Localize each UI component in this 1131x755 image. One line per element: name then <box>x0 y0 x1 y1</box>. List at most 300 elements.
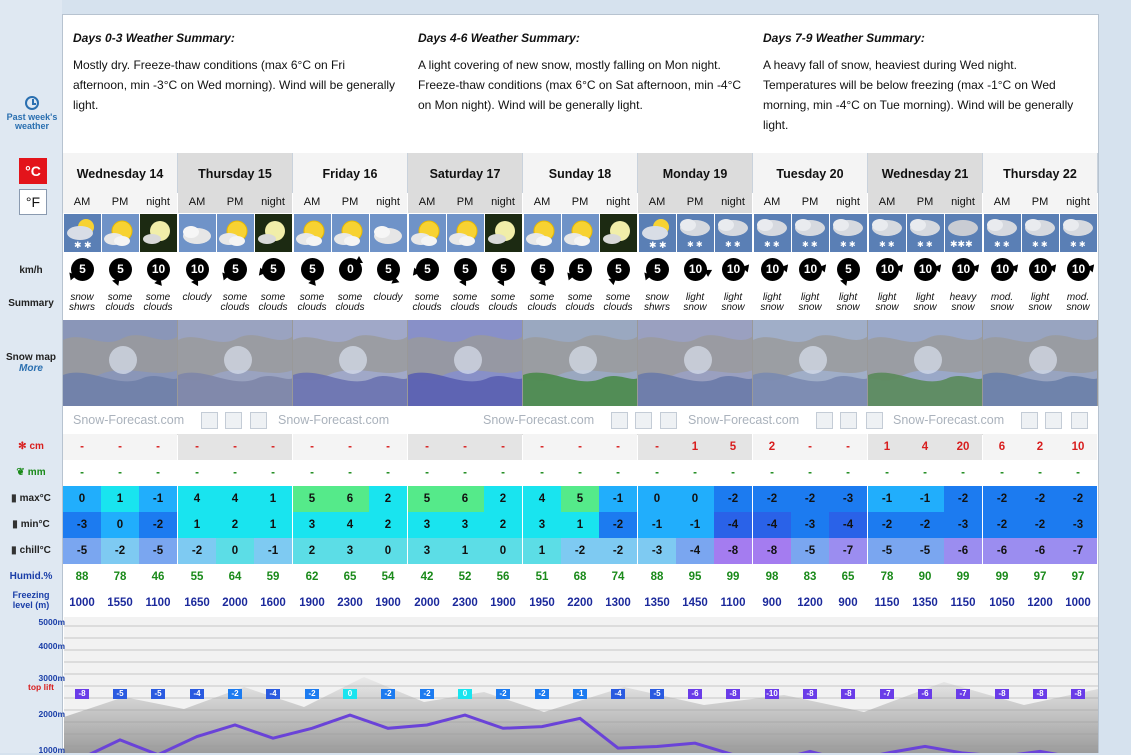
summary-cell: some clouds <box>412 292 442 313</box>
row-label-text: mm <box>27 467 46 478</box>
summary-cell: light snow <box>875 292 899 313</box>
data-cell: 65 <box>343 571 357 583</box>
snowflake-icon[interactable] <box>250 412 267 429</box>
y-axis-label: 1000m <box>38 745 65 755</box>
data-cell: - <box>961 467 965 479</box>
data-cell: -5 <box>791 538 829 564</box>
row-label-text: chill°C <box>19 545 51 556</box>
wind-arrow-icon <box>67 272 77 281</box>
data-cell: 1900 <box>299 597 325 609</box>
top-lift-temp: -4 <box>611 689 625 699</box>
wind-unit-label: km/h <box>19 265 43 276</box>
top-lift-temp: -5 <box>113 689 127 699</box>
data-cell: 78 <box>113 571 127 583</box>
data-cell: -1 <box>676 512 714 538</box>
raindrop-icon: ❦ <box>16 467 25 478</box>
wind-speed: 10 <box>799 258 822 281</box>
data-cell: 1200 <box>797 597 823 609</box>
data-cell: 1900 <box>375 597 401 609</box>
data-cell: 55 <box>190 571 204 583</box>
summary-cell: cloudy <box>182 292 212 303</box>
data-cell: - <box>770 467 774 479</box>
data-cell: -2 <box>561 538 599 564</box>
top-lift-temp: -2 <box>496 689 510 699</box>
sun-cloud-icon <box>294 214 331 252</box>
data-cell: 6 <box>446 486 484 512</box>
map-arrow-icon[interactable] <box>611 412 628 429</box>
summary-heading: Days 4-6 Weather Summary: <box>418 31 580 45</box>
wind-speed: 5 <box>301 258 324 281</box>
data-cell: 3 <box>293 512 331 538</box>
wind-indicator <box>178 254 216 286</box>
data-cell: - <box>791 434 829 460</box>
wind-speed: 10 <box>991 258 1014 281</box>
period-label: AM <box>638 193 676 213</box>
wind-arrow-icon <box>565 272 575 281</box>
summary-cell: light snow <box>683 292 707 313</box>
data-cell: -2 <box>599 512 637 538</box>
data-cell: -5 <box>139 538 177 564</box>
wind-speed: 5 <box>454 258 477 281</box>
period-label: AM <box>523 193 561 213</box>
moon-cloud-icon <box>600 214 637 252</box>
data-cell: 0 <box>369 538 407 564</box>
data-cell: - <box>616 467 620 479</box>
data-cell: -3 <box>944 512 982 538</box>
data-cell: 10 <box>1059 434 1097 460</box>
data-row-freeze <box>0 590 1131 616</box>
data-cell: 0 <box>216 538 254 564</box>
wind-speed: 5 <box>646 258 669 281</box>
summary-cell: some clouds <box>335 292 365 313</box>
summary-cell: some clouds <box>565 292 595 313</box>
data-cell: 900 <box>762 597 782 609</box>
svg-text:✱ ✱: ✱ ✱ <box>648 240 667 250</box>
data-cell: -5 <box>63 538 101 564</box>
snow-map-image[interactable] <box>178 320 293 406</box>
period-label: PM <box>561 193 599 213</box>
sun-cloud-icon <box>217 214 254 252</box>
data-cell: 2 <box>369 512 407 538</box>
day-header: Wednesday 14 <box>63 153 178 193</box>
wind-speed: 5 <box>71 258 94 281</box>
sun-cloud-icon <box>332 214 369 252</box>
data-cell: -3 <box>829 486 867 512</box>
wind-indicator <box>868 254 906 286</box>
data-cell: -4 <box>714 512 752 538</box>
wind-indicator <box>753 254 791 286</box>
top-lift-temp: -4 <box>266 689 280 699</box>
data-cell: 1550 <box>107 597 133 609</box>
data-cell: -2 <box>791 486 829 512</box>
snow-cloud-icon <box>1060 214 1097 252</box>
summary-text: A heavy fall of snow, heaviest during Wed night. Temperatures will be below freezing (max -1°C on Wed morning, min -4°C on Tue morning). Wind will be generally light. <box>763 58 1074 132</box>
data-cell: 4 <box>331 512 369 538</box>
brand-label: Snow-Forecast.com <box>483 413 595 427</box>
clock-icon <box>25 96 39 110</box>
more-maps-link[interactable]: More <box>19 363 43 374</box>
map-arrow-icon[interactable] <box>225 412 242 429</box>
map-arrow-icon[interactable] <box>635 412 652 429</box>
wind-speed: 5 <box>607 258 630 281</box>
data-cell: - <box>578 467 582 479</box>
snow-map-image[interactable] <box>983 320 1098 406</box>
data-cell: -2 <box>906 512 944 538</box>
row-label-text: cm <box>29 441 44 452</box>
period-label: night <box>1059 193 1097 213</box>
data-cell: 6 <box>331 486 369 512</box>
day-header: Friday 16 <box>293 153 408 193</box>
top-lift-temp: -6 <box>688 689 702 699</box>
data-row-snow <box>0 434 1131 460</box>
data-cell: 2 <box>484 512 522 538</box>
data-cell: -3 <box>1059 512 1097 538</box>
period-label: PM <box>791 193 829 213</box>
data-cell: - <box>1000 467 1004 479</box>
data-cell: 1100 <box>145 597 171 609</box>
top-lift-temp: -5 <box>650 689 664 699</box>
summary-cell: some clouds <box>220 292 250 313</box>
wind-speed: 10 <box>1029 258 1052 281</box>
brand-label: Snow-Forecast.com <box>893 413 1005 427</box>
data-cell: -2 <box>983 512 1021 538</box>
data-cell: 1150 <box>874 597 900 609</box>
data-cell: 78 <box>880 571 894 583</box>
sun-cloud-icon <box>562 214 599 252</box>
fahrenheit-button[interactable]: °F <box>19 189 47 215</box>
snow-shower-icon <box>639 214 676 252</box>
data-cell: - <box>369 434 407 460</box>
summary-cell: some clouds <box>105 292 135 313</box>
data-cell: 3 <box>331 538 369 564</box>
data-cell: 900 <box>838 597 858 609</box>
data-cell: - <box>885 467 889 479</box>
moon-cloud-icon <box>485 214 522 252</box>
data-cell: 2 <box>216 512 254 538</box>
data-cell: 2 <box>293 538 331 564</box>
snow-map-image[interactable] <box>638 320 753 406</box>
top-lift-temp: -1 <box>573 689 587 699</box>
y-axis-label: 5000m <box>38 617 65 627</box>
data-cell: 3 <box>446 512 484 538</box>
period-label: PM <box>906 193 944 213</box>
wind-arrow-icon <box>608 278 617 286</box>
snowflake-icon[interactable] <box>660 412 677 429</box>
row-label-text: Humid.% <box>9 571 53 582</box>
data-cell: 1450 <box>682 597 708 609</box>
wind-indicator <box>369 254 407 286</box>
wind-indicator <box>63 254 101 286</box>
data-cell: 59 <box>266 571 280 583</box>
top-lift-temp: -8 <box>841 689 855 699</box>
data-cell: 64 <box>228 571 242 583</box>
moon-cloud-icon <box>140 214 177 252</box>
svg-text:✱ ✱: ✱ ✱ <box>839 240 856 249</box>
snow-cloud-icon <box>792 214 829 252</box>
top-lift-temp: 0 <box>343 689 357 699</box>
data-cell: 5 <box>408 486 446 512</box>
data-cell: -1 <box>599 486 637 512</box>
data-cell: -8 <box>753 538 791 564</box>
data-cell: 65 <box>841 571 855 583</box>
wind-speed: 10 <box>147 258 170 281</box>
map-arrow-icon[interactable] <box>1021 412 1038 429</box>
map-arrow-icon[interactable] <box>201 412 218 429</box>
map-arrow-icon[interactable] <box>1045 412 1062 429</box>
wind-speed: 10 <box>1067 258 1090 281</box>
wind-speed: 10 <box>952 258 975 281</box>
data-cell: 1 <box>178 512 216 538</box>
data-cell: 5 <box>714 434 752 460</box>
top-lift-temp: -8 <box>1071 689 1085 699</box>
data-cell: 52 <box>458 571 472 583</box>
data-cell: 99 <box>995 571 1009 583</box>
data-cell: - <box>446 434 484 460</box>
period-label: AM <box>293 193 331 213</box>
summary-row-label: Summary <box>8 298 54 309</box>
data-cell: 2000 <box>222 597 248 609</box>
snow-shower-icon <box>64 214 101 252</box>
snowflake-icon: ✻ <box>18 441 27 452</box>
period-label: PM <box>101 193 139 213</box>
snowflake-icon[interactable] <box>1071 412 1088 429</box>
wind-indicator <box>293 254 331 286</box>
wind-speed: 10 <box>186 258 209 281</box>
snow-cloud-icon <box>677 214 714 252</box>
summary-cell: light snow <box>913 292 937 313</box>
data-cell: - <box>846 467 850 479</box>
summary-cell: some clouds <box>603 292 633 313</box>
period-label: PM <box>1021 193 1059 213</box>
map-arrow-icon[interactable] <box>840 412 857 429</box>
period-label: PM <box>676 193 714 213</box>
data-row-chill <box>0 538 1131 564</box>
svg-text:✱ ✱: ✱ ✱ <box>801 240 818 249</box>
data-cell: - <box>484 434 522 460</box>
wind-indicator <box>1059 254 1097 286</box>
data-cell: 3 <box>523 512 561 538</box>
data-cell: 1300 <box>605 597 631 609</box>
summary-cell: light snow <box>798 292 822 313</box>
snow-map-image[interactable] <box>753 320 868 406</box>
data-cell: 1650 <box>184 597 210 609</box>
data-cell: - <box>1038 467 1042 479</box>
data-cell: -5 <box>906 538 944 564</box>
data-cell: -2 <box>1021 486 1059 512</box>
snow-cloud-icon <box>907 214 944 252</box>
top-lift-temp: 0 <box>458 689 472 699</box>
wind-speed: 5 <box>492 258 515 281</box>
snow-cloud-icon <box>754 214 791 252</box>
data-cell: - <box>118 467 122 479</box>
summary-cell: some clouds <box>258 292 288 313</box>
wind-indicator <box>906 254 944 286</box>
data-cell: - <box>599 434 637 460</box>
day-header: Sunday 18 <box>523 153 638 193</box>
data-cell: -3 <box>791 512 829 538</box>
period-label: AM <box>753 193 791 213</box>
data-cell: 1000 <box>1065 597 1091 609</box>
summary-cell: mod. snow <box>1066 292 1090 313</box>
snow-map-image[interactable] <box>408 320 523 406</box>
map-arrow-icon[interactable] <box>816 412 833 429</box>
snow-map-image[interactable] <box>523 320 638 406</box>
data-cell: 4 <box>216 486 254 512</box>
data-cell: 74 <box>611 571 625 583</box>
data-cell: 99 <box>956 571 970 583</box>
data-cell: -2 <box>101 538 139 564</box>
data-cell: 0 <box>101 512 139 538</box>
thermometer-icon: ▮ <box>12 519 18 530</box>
data-cell: -7 <box>829 538 867 564</box>
data-cell: -1 <box>254 538 292 564</box>
data-cell: 1 <box>561 512 599 538</box>
data-cell: 62 <box>305 571 319 583</box>
data-cell: 3 <box>408 538 446 564</box>
data-cell: -1 <box>638 512 676 538</box>
data-cell: 68 <box>573 571 587 583</box>
data-cell: - <box>463 467 467 479</box>
period-label: night <box>944 193 982 213</box>
wind-speed: 10 <box>722 258 745 281</box>
data-cell: 88 <box>75 571 89 583</box>
data-cell: - <box>638 434 676 460</box>
period-label: AM <box>408 193 446 213</box>
svg-text:✱ ✱: ✱ ✱ <box>763 240 780 249</box>
data-cell: 90 <box>918 571 932 583</box>
top-lift-temp: -2 <box>228 689 242 699</box>
data-cell: -2 <box>983 486 1021 512</box>
svg-text:✱✱✱: ✱✱✱ <box>949 239 973 249</box>
wind-indicator <box>1021 254 1059 286</box>
data-cell: - <box>195 467 199 479</box>
data-row-max <box>0 486 1131 512</box>
data-cell: - <box>101 434 139 460</box>
data-cell: -3 <box>638 538 676 564</box>
data-cell: 56 <box>496 571 510 583</box>
row-label-text: min°C <box>20 519 50 530</box>
top-lift-temp: -8 <box>726 689 740 699</box>
data-cell: 1 <box>101 486 139 512</box>
wind-speed: 10 <box>761 258 784 281</box>
top-lift-temp: -8 <box>803 689 817 699</box>
data-cell: - <box>540 467 544 479</box>
wind-indicator <box>599 254 637 286</box>
past-weather-link[interactable]: Past week's weather <box>4 96 60 131</box>
y-axis-label: 3000m <box>38 673 65 683</box>
brand-label: Snow-Forecast.com <box>73 413 185 427</box>
wind-indicator <box>561 254 599 286</box>
data-cell: 88 <box>650 571 664 583</box>
day-header: Tuesday 20 <box>753 153 868 193</box>
wind-indicator <box>829 254 867 286</box>
data-cell: 51 <box>535 571 549 583</box>
summary-cell: some clouds <box>143 292 173 313</box>
summary-cell: light snow <box>836 292 860 313</box>
celsius-button[interactable]: °C <box>19 158 47 184</box>
data-cell: - <box>693 467 697 479</box>
data-row-min <box>0 512 1131 538</box>
day-header: Saturday 17 <box>408 153 523 193</box>
summary-cell: some clouds <box>527 292 557 313</box>
wind-indicator <box>216 254 254 286</box>
summary-days-0-3 <box>63 14 407 153</box>
data-cell: 1900 <box>490 597 516 609</box>
sun-cloud-icon <box>447 214 484 252</box>
thermometer-icon: ▮ <box>11 493 17 504</box>
day-header: Thursday 15 <box>178 153 293 193</box>
data-cell: - <box>233 467 237 479</box>
data-cell: - <box>1076 467 1080 479</box>
wind-indicator <box>331 254 369 286</box>
row-label-text: max°C <box>19 493 51 504</box>
data-cell: - <box>561 434 599 460</box>
summary-cell: heavy snow <box>949 292 977 313</box>
period-label: PM <box>331 193 369 213</box>
data-cell: 4 <box>906 434 944 460</box>
data-cell: -2 <box>1059 486 1097 512</box>
period-label: AM <box>63 193 101 213</box>
snow-map-image[interactable] <box>868 320 983 406</box>
day-header: Monday 19 <box>638 153 753 193</box>
data-cell: -2 <box>714 486 752 512</box>
wind-arrow-icon <box>220 272 230 281</box>
data-cell: 98 <box>765 571 779 583</box>
top-lift-temp: -7 <box>880 689 894 699</box>
data-cell: -1 <box>139 486 177 512</box>
data-cell: -1 <box>868 486 906 512</box>
summary-text: Mostly dry. Freeze-thaw conditions (max 6°C on Fri afternoon, min -3°C on Wed morning). Wind will be generally light. <box>73 58 396 112</box>
snow-map-label: Snow map More <box>2 352 60 374</box>
data-cell: - <box>501 467 505 479</box>
period-label: AM <box>868 193 906 213</box>
brand-label: Snow-Forecast.com <box>278 413 390 427</box>
top-lift-temp: -5 <box>151 689 165 699</box>
wind-indicator <box>101 254 139 286</box>
data-cell: - <box>310 467 314 479</box>
data-cell: 1 <box>254 512 292 538</box>
period-label: night <box>714 193 752 213</box>
period-label: night <box>829 193 867 213</box>
snowflake-icon[interactable] <box>866 412 883 429</box>
data-cell: 1150 <box>950 597 976 609</box>
data-cell: - <box>80 467 84 479</box>
data-cell: - <box>331 434 369 460</box>
data-cell: 83 <box>803 571 817 583</box>
data-cell: 2 <box>484 486 522 512</box>
snow-map-image[interactable] <box>293 320 408 406</box>
top-lift-temp: -8 <box>995 689 1009 699</box>
wind-speed: 0 <box>339 258 362 281</box>
data-cell: -4 <box>676 538 714 564</box>
period-label: AM <box>983 193 1021 213</box>
wind-indicator <box>139 254 177 286</box>
snow-map-image[interactable] <box>63 320 178 406</box>
snow-cloud-icon <box>984 214 1021 252</box>
wind-indicator <box>791 254 829 286</box>
top-lift-temp: -4 <box>190 689 204 699</box>
sun-cloud-icon <box>524 214 561 252</box>
data-cell: 1 <box>523 538 561 564</box>
sun-cloud-icon <box>102 214 139 252</box>
data-cell: -4 <box>829 512 867 538</box>
top-lift-temp: -6 <box>918 689 932 699</box>
wind-indicator <box>714 254 752 286</box>
data-cell: -2 <box>178 538 216 564</box>
data-cell: - <box>923 467 927 479</box>
wind-speed: 5 <box>416 258 439 281</box>
period-label: night <box>369 193 407 213</box>
